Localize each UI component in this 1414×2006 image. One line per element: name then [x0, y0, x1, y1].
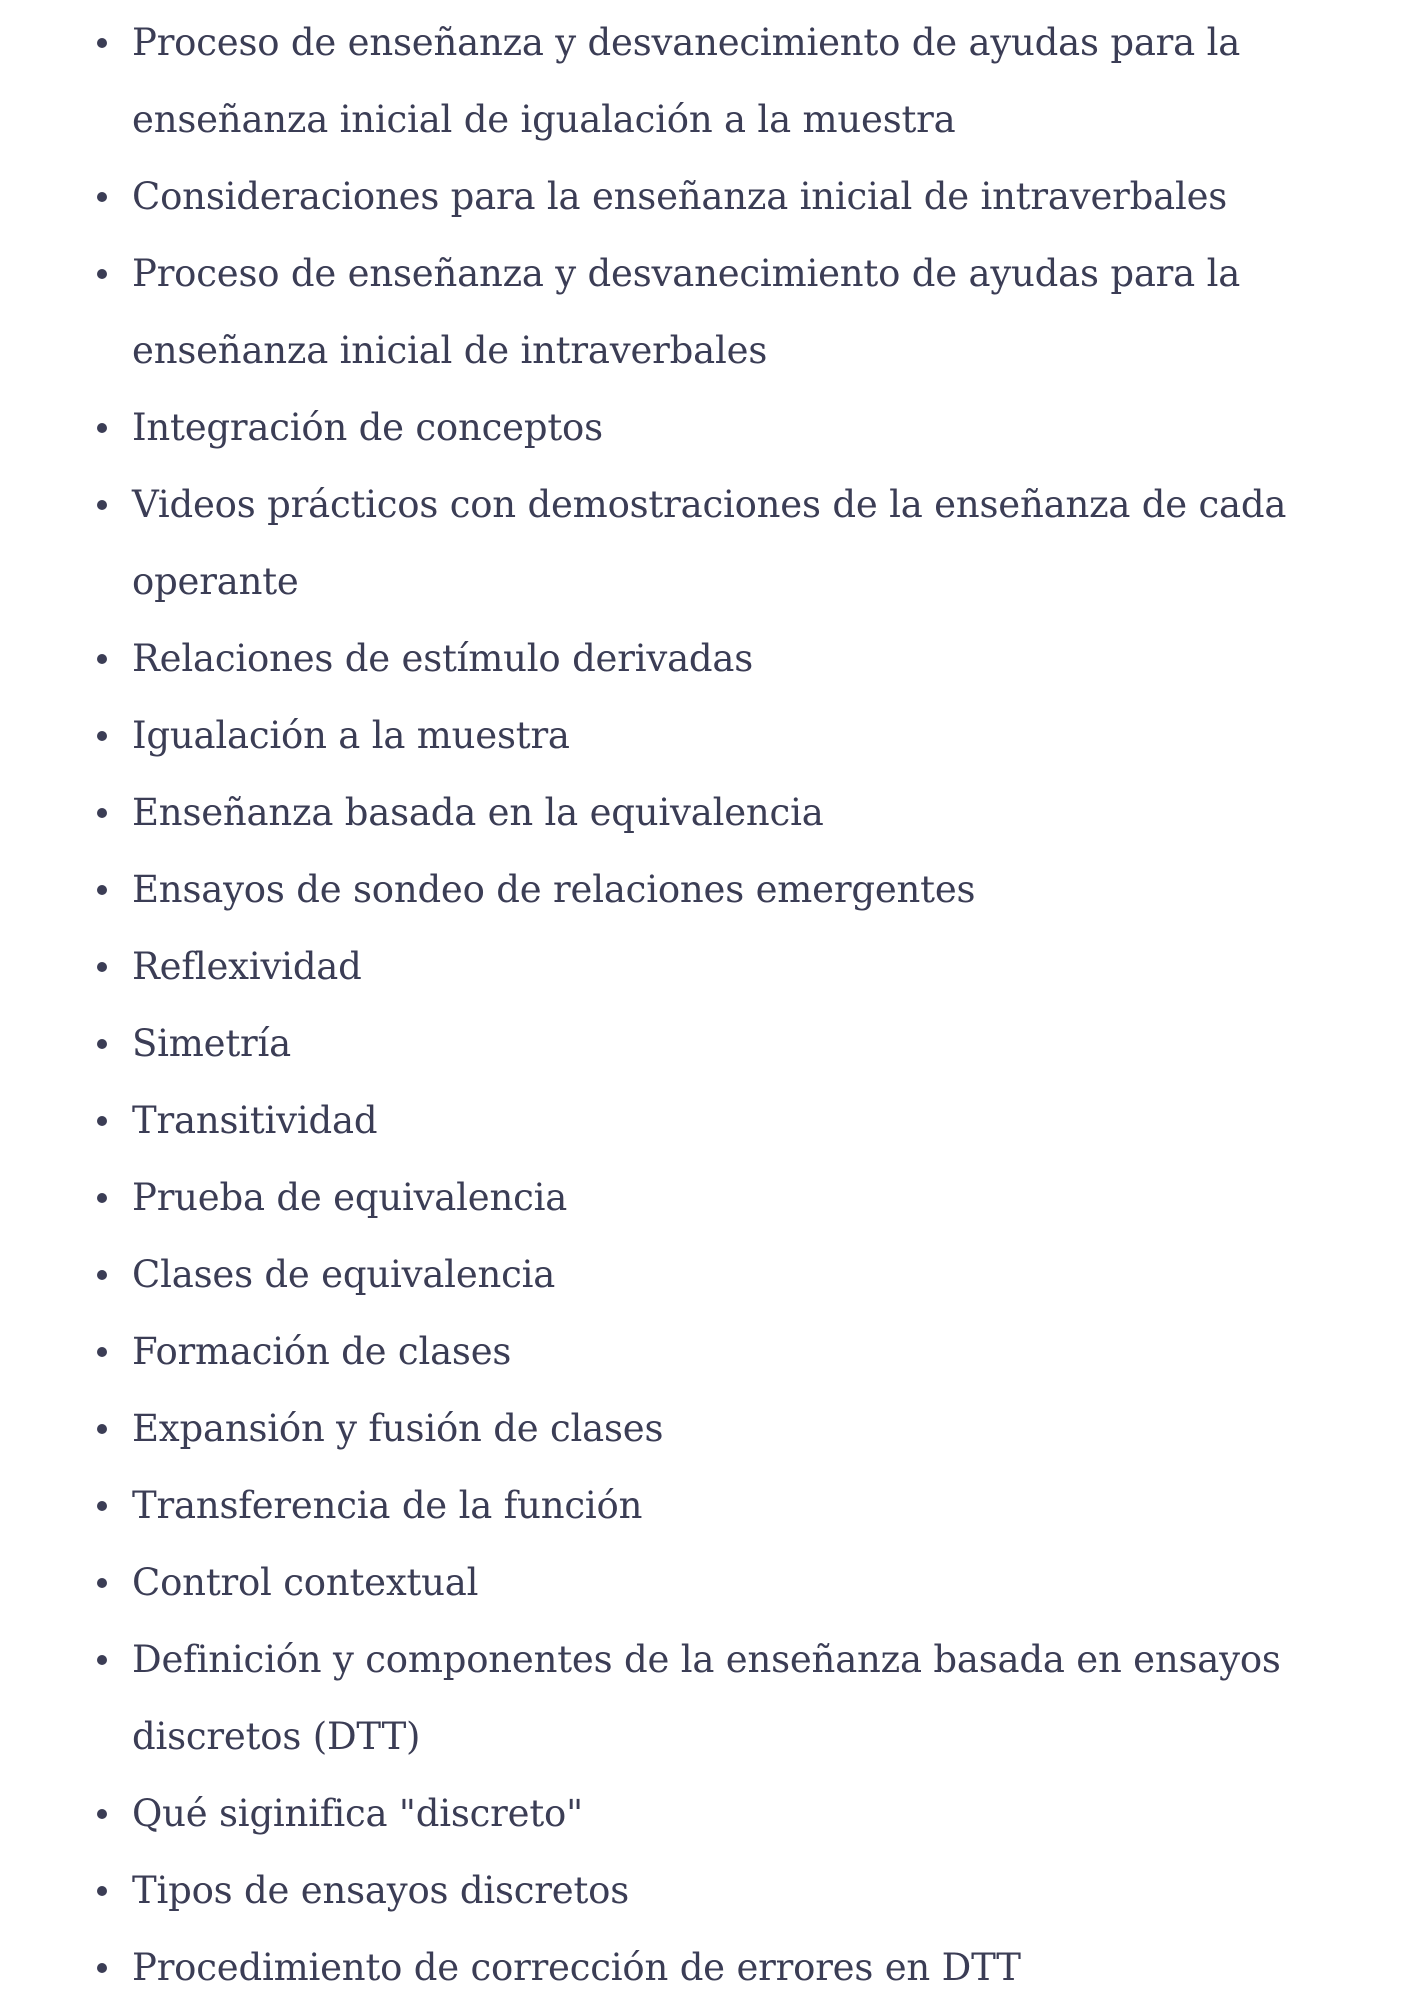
list-item-text: Formación de clases: [132, 1330, 512, 1373]
list-item: [132, 4, 1312, 158]
list-item-text: Control contextual: [132, 1561, 479, 1604]
list-item: [132, 774, 1312, 851]
list-item: [132, 1390, 1312, 1467]
bullet-icon: [97, 654, 107, 664]
bullet-icon: [97, 808, 107, 818]
list-item-text: Ensayos de sondeo de relaciones emergentes: [132, 868, 976, 911]
bullet-icon: [97, 192, 107, 202]
list-item: [132, 1544, 1312, 1621]
list-item-text: Proceso de enseñanza y desvanecimiento de ayudas para la enseñanza inicial de intraverbales: [132, 252, 1241, 372]
list-item: [132, 158, 1312, 235]
list-item-text: Reflexividad: [132, 945, 362, 988]
list-item: [132, 1236, 1312, 1313]
list-item-text: Transferencia de la función: [132, 1484, 643, 1527]
bullet-icon: [97, 38, 107, 48]
bullet-icon: [97, 1501, 107, 1511]
list-item: [132, 1159, 1312, 1236]
bullet-icon: [97, 731, 107, 741]
bullet-icon: [97, 1270, 107, 1280]
list-item-text: Relaciones de estímulo derivadas: [132, 637, 754, 680]
list-item-text: Igualación a la muestra: [132, 714, 570, 757]
list-item-text: Enseñanza basada en la equivalencia: [132, 791, 824, 834]
bullet-icon: [97, 1116, 107, 1126]
list-item-text: Clases de equivalencia: [132, 1253, 556, 1296]
list-item-text: Consideraciones para la enseñanza inicial de intraverbales: [132, 175, 1228, 218]
list-item: [132, 466, 1312, 620]
list-item: [132, 1852, 1312, 1929]
list-item: [132, 1929, 1312, 2006]
list-item-text: Proceso de enseñanza y desvanecimiento de ayudas para la enseñanza inicial de igualación a la muestra: [132, 21, 1241, 141]
list-item-text: Tipos de ensayos discretos: [132, 1869, 630, 1912]
list-item-text: Simetría: [132, 1022, 292, 1065]
bullet-icon: [97, 423, 107, 433]
bullet-icon: [97, 1039, 107, 1049]
bullet-icon: [97, 885, 107, 895]
list-item: [132, 1621, 1312, 1775]
bullet-icon: [97, 1424, 107, 1434]
list-item: [132, 851, 1312, 928]
list-item-text: Qué siginifica "discreto": [132, 1792, 583, 1835]
bullet-icon: [97, 1809, 107, 1819]
list-item: [132, 1467, 1312, 1544]
bullet-icon: [97, 1963, 107, 1973]
list-item: [132, 1313, 1312, 1390]
list-item: [132, 1775, 1312, 1852]
list-item-text: Prueba de equivalencia: [132, 1176, 568, 1219]
bullet-icon: [97, 1655, 107, 1665]
list-item-text: Integración de conceptos: [132, 406, 603, 449]
list-item-text: Definición y componentes de la enseñanza basada en ensayos discretos (DTT): [132, 1638, 1281, 1758]
list-item: [132, 1082, 1312, 1159]
bullet-icon: [97, 500, 107, 510]
bullet-icon: [97, 269, 107, 279]
list-item-text: Videos prácticos con demostraciones de la enseñanza de cada operante: [132, 483, 1287, 603]
topic-list: [132, 4, 1312, 2006]
list-item: [132, 697, 1312, 774]
list-item: [132, 235, 1312, 389]
list-item: [132, 620, 1312, 697]
list-item: [132, 928, 1312, 1005]
list-item: [132, 389, 1312, 466]
bullet-icon: [97, 1578, 107, 1588]
bullet-icon: [97, 962, 107, 972]
list-item: [132, 1005, 1312, 1082]
list-item-text: Procedimiento de corrección de errores en DTT: [132, 1946, 1021, 1989]
bullet-icon: [97, 1886, 107, 1896]
bullet-icon: [97, 1347, 107, 1357]
bullet-icon: [97, 1193, 107, 1203]
list-item-text: Expansión y fusión de clases: [132, 1407, 664, 1450]
list-item-text: Transitividad: [132, 1099, 378, 1142]
